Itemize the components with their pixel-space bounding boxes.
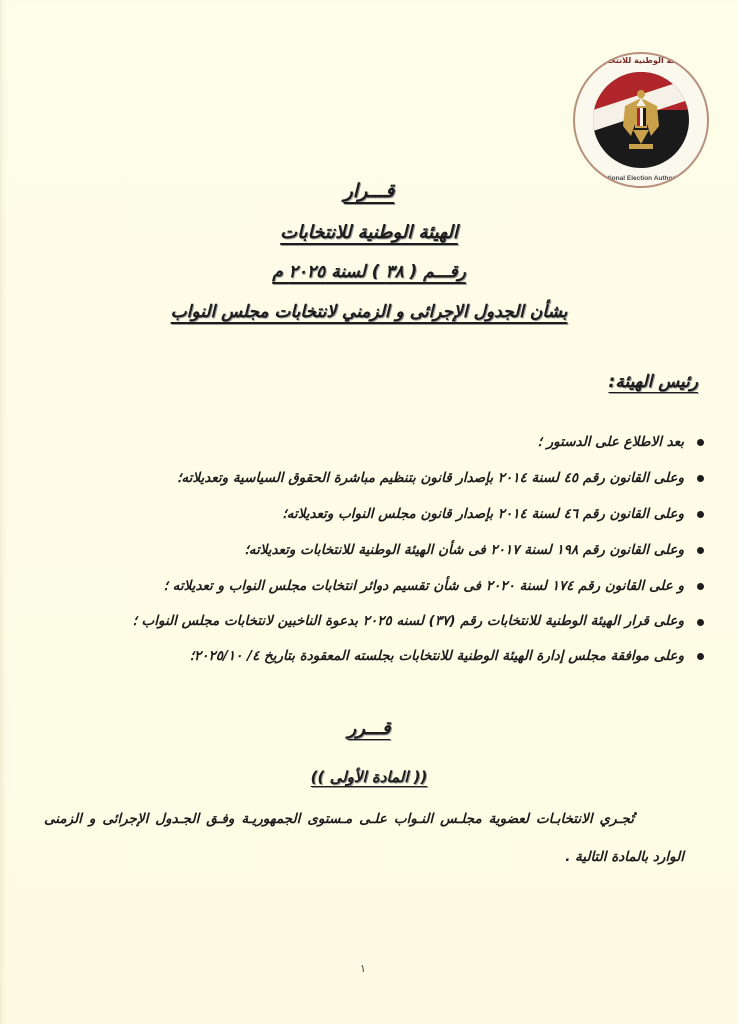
preamble-item: و على القانون رقم ١٧٤ لسنة ٢٠٢٠ فى شأن تقسيم دوائر انتخابات مجلس النواب و تعديلاته ؛ [30,568,710,604]
national-election-authority-logo [573,52,709,188]
chairman-label: رئيس الهيئة: [608,372,698,392]
decision-subject: بشأن الجدول الإجرائى و الزمني لانتخابات مجلس النواب [170,302,568,322]
logo-flag-background [593,72,689,168]
preamble-item: وعلى موافقة مجلس إدارة الهيئة الوطنية للانتخابات بجلسته المعقودة بتاريخ ٤/ ٢٠٢٥/١٠؛ [30,638,710,674]
logo-english-text: National Election Authority [599,175,683,182]
preamble-item: وعلى قرار الهيئة الوطنية للانتخابات رقم (٣٧) لسنه ٢٠٢٥ بدعوة الناخبين لانتخابات مجلس النواب ؛ [30,604,710,638]
logo-arabic-text: الهيئة الوطنية للانتخابات [593,56,689,65]
decision-title: قـــرار [343,180,395,202]
article-one-text: تُجـري الانتخابـات لعضوية مجلـس النـواب علـى مـستوى الجمهوريـة وفـق الجـدول الإجرائى و الزمنى الوارد بالمادة التالية . [44,811,684,865]
article-one-title: (( المادة الأولى )) [310,768,428,786]
preamble-item: وعلى القانون رقم ٤٦ لسنة ٢٠١٤ بإصدار قانون مجلس النواب وتعديلاته؛ [30,496,710,532]
decision-number: رقـــم ( ٣٨ ) لسنة ٢٠٢٥ م [272,262,466,282]
preamble-list [30,424,710,674]
authority-name: الهيئة الوطنية للانتخابات [280,222,458,243]
decided-label: قـــرر [347,718,391,739]
page-number: ١ [360,962,366,975]
preamble-item: بعد الاطلاع على الدستور ؛ [30,424,710,460]
preamble-item: وعلى القانون رقم ١٩٨ لسنة ٢٠١٧ فى شأن الهيئة الوطنية للانتخابات وتعديلاته؛ [30,532,710,568]
eagle-of-saladin-icon [621,86,661,152]
preamble-item: وعلى القانون رقم ٤٥ لسنة ٢٠١٤ بإصدار قانون بتنظيم مباشرة الحقوق السياسية وتعديلاته؛ [30,460,710,496]
